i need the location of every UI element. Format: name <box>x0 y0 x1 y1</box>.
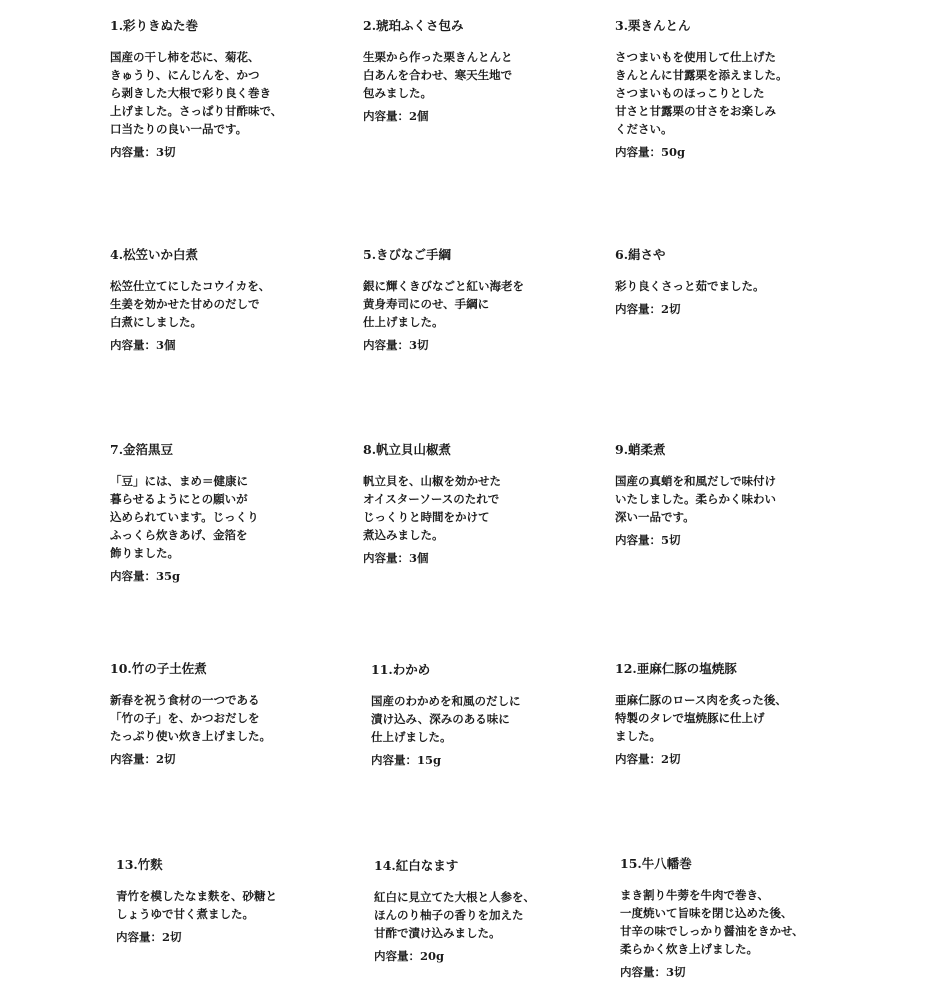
amount-label: 内容量： <box>110 145 156 159</box>
item-amount <box>374 947 619 965</box>
item-title: 13.竹麩 <box>116 857 163 872</box>
item-title: 7.金箔黒豆 <box>110 442 174 457</box>
description-line: 亜麻仁豚のロース肉を炙った後、 <box>615 693 787 707</box>
description-line: 銀に輝くきびなごと紅い海老を <box>363 279 524 293</box>
description-line: 白あんを合わせ、寒天生地で <box>363 68 513 82</box>
description-line: いたしました。柔らかく味わい <box>615 492 776 506</box>
item-title: 14.紅白なます <box>374 858 459 873</box>
item-title: 5.きびなご手綱 <box>363 247 452 262</box>
amount-value: 35g <box>156 569 181 583</box>
description-line: 生栗から作った栗きんとんと <box>363 50 513 64</box>
item-amount <box>110 567 355 585</box>
item-title: 3.栗きんとん <box>615 18 691 33</box>
description-line: 上げました。さっぱり甘酢味で、 <box>110 104 283 118</box>
amount-label: 内容量： <box>110 752 156 766</box>
item-title: 12.亜麻仁豚の塩焼豚 <box>615 661 737 676</box>
item-description <box>363 48 608 102</box>
item-title: 9.蛸柔煮 <box>615 442 666 457</box>
description-line: 松笠仕立てにしたコウイカを、 <box>110 279 271 293</box>
description-line: 飾りました。 <box>110 546 179 560</box>
amount-value: 2切 <box>661 302 681 316</box>
description-line: ふっくら炊きあげ、金箔を <box>110 528 248 542</box>
amount-label: 内容量： <box>363 338 409 352</box>
amount-value: 5切 <box>661 533 681 547</box>
amount-value: 3切 <box>156 145 176 159</box>
menu-item <box>110 17 355 161</box>
item-title: 4.松笠いか白煮 <box>110 247 199 262</box>
description-line: ました。 <box>615 729 661 743</box>
amount-value: 20g <box>420 949 445 963</box>
menu-item <box>110 246 355 354</box>
description-line: 青竹を模したなま麩を、砂糖と <box>116 889 277 903</box>
description-line: さつまいものほっこりとした <box>615 86 765 100</box>
menu-item <box>110 441 355 585</box>
amount-label: 内容量： <box>615 145 661 159</box>
description-line: 甘酢で漬け込みました。 <box>374 926 501 940</box>
item-description <box>620 886 865 958</box>
item-amount <box>363 549 608 567</box>
item-description <box>110 277 355 331</box>
menu-item <box>110 660 355 768</box>
item-title: 10.竹の子土佐煮 <box>110 661 207 676</box>
item-amount <box>363 336 608 354</box>
item-title: 15.牛八幡巻 <box>620 856 692 871</box>
description-line: ほんのり柚子の香りを加えた <box>374 908 524 922</box>
description-line: きんとんに甘露栗を添えました。 <box>615 68 788 82</box>
item-title: 8.帆立貝山椒煮 <box>363 442 452 457</box>
amount-value: 2切 <box>162 930 182 944</box>
description-line: 深い一品です。 <box>615 510 695 524</box>
description-line: 帆立貝を、山椒を効かせた <box>363 474 501 488</box>
description-line: 暮らせるようにとの願いが <box>110 492 248 506</box>
amount-label: 内容量： <box>615 752 661 766</box>
menu-item <box>363 441 608 567</box>
amount-value: 3切 <box>666 965 686 979</box>
description-line: 漬け込み、深みのある味に <box>371 712 510 726</box>
amount-value: 3切 <box>409 338 429 352</box>
description-line: 「竹の子」を、かつおだしを <box>110 711 260 725</box>
menu-item <box>615 17 860 161</box>
amount-label: 内容量： <box>374 949 420 963</box>
item-amount <box>615 531 860 549</box>
description-line: 甘さと甘露栗の甘さをお楽しみ <box>615 104 776 118</box>
item-description <box>615 48 860 138</box>
menu-item <box>615 441 860 549</box>
item-amount <box>110 336 355 354</box>
description-line: 口当たりの良い一品です。 <box>110 122 248 136</box>
item-amount <box>620 963 865 981</box>
item-title: 2.琥珀ふくさ包み <box>363 18 464 33</box>
item-title: 11.わかめ <box>371 662 431 677</box>
description-line: 白煮にしました。 <box>110 315 202 329</box>
item-description <box>110 472 355 562</box>
description-line: 国産の真蛸を和風だしで味付け <box>615 474 776 488</box>
description-line: 煮込みました。 <box>363 528 444 542</box>
menu-item <box>116 856 361 946</box>
amount-label: 内容量： <box>110 569 156 583</box>
item-description <box>374 888 619 942</box>
description-line: ください。 <box>615 122 673 136</box>
item-title: 6.絹さや <box>615 247 666 262</box>
menu-item <box>374 857 619 965</box>
description-line: きゅうり、にんじんを、かつ <box>110 68 260 82</box>
amount-label: 内容量： <box>615 302 661 316</box>
item-amount <box>371 751 616 769</box>
amount-value: 15g <box>417 753 442 767</box>
item-description <box>363 472 608 544</box>
description-line: オイスターソースのたれで <box>363 492 500 506</box>
item-amount <box>615 300 860 318</box>
amount-label: 内容量： <box>371 753 417 767</box>
description-line: 「豆」には、まめ＝健康に <box>110 474 248 488</box>
description-line: 仕上げました。 <box>371 730 452 744</box>
item-description <box>363 277 608 331</box>
item-description <box>615 472 860 526</box>
item-amount <box>363 107 608 125</box>
description-line: まき割り牛蒡を牛肉で巻き、 <box>620 888 770 902</box>
description-line: 黄身寿司にのせ、手綱に <box>363 297 490 311</box>
description-line: 柔らかく炊き上げました。 <box>620 942 758 956</box>
description-line: 紅白に見立てた大根と人参を、 <box>374 890 535 904</box>
amount-label: 内容量： <box>620 965 666 979</box>
menu-item <box>371 661 616 769</box>
item-description <box>371 692 616 746</box>
amount-value: 2切 <box>156 752 176 766</box>
amount-label: 内容量： <box>110 338 156 352</box>
description-line: 一度焼いて旨味を閉じ込めた後、 <box>620 906 793 920</box>
amount-value: 50g <box>661 145 686 159</box>
description-line: 新春を祝う食材の一つである <box>110 693 260 707</box>
description-line: 甘辛の味でしっかり醤油をきかせ、 <box>620 924 804 938</box>
menu-item <box>615 660 860 768</box>
description-line: たっぷり使い炊き上げました。 <box>110 729 271 743</box>
amount-value: 3個 <box>409 551 429 565</box>
amount-value: 2個 <box>409 109 429 123</box>
amount-value: 2切 <box>661 752 681 766</box>
menu-item <box>620 855 865 981</box>
description-line: 国産の干し柿を芯に、菊花、 <box>110 50 260 64</box>
description-line: 包みました。 <box>363 86 432 100</box>
amount-label: 内容量： <box>116 930 162 944</box>
menu-item <box>615 246 860 318</box>
description-line: じっくりと時間をかけて <box>363 510 490 524</box>
menu-item <box>363 17 608 125</box>
description-line: しょうゆで甘く煮ました。 <box>116 907 254 921</box>
description-line: 国産のわかめを和風のだしに <box>371 694 521 708</box>
description-line: さつまいもを使用して仕上げた <box>615 50 776 64</box>
description-line: 生姜を効かせた甘めのだしで <box>110 297 260 311</box>
description-line: 込められています。じっくり <box>110 510 259 524</box>
amount-value: 3個 <box>156 338 176 352</box>
item-amount <box>116 928 361 946</box>
item-amount <box>110 143 355 161</box>
item-description <box>615 277 860 295</box>
item-description <box>110 48 355 138</box>
description-line: ら剥きした大根で彩り良く巻き <box>110 86 271 100</box>
amount-label: 内容量： <box>363 109 409 123</box>
description-line: 仕上げました。 <box>363 315 444 329</box>
item-description <box>110 691 355 745</box>
menu-item <box>363 246 608 354</box>
item-amount <box>110 750 355 768</box>
item-title: 1.彩りきぬた巻 <box>110 18 199 33</box>
amount-label: 内容量： <box>615 533 661 547</box>
item-amount <box>615 750 860 768</box>
description-line: 特製のタレで塩焼豚に仕上げ <box>615 711 765 725</box>
description-line: 彩り良くさっと茹でました。 <box>615 279 765 293</box>
amount-label: 内容量： <box>363 551 409 565</box>
item-amount <box>615 143 860 161</box>
item-description <box>615 691 860 745</box>
item-description <box>116 887 361 923</box>
